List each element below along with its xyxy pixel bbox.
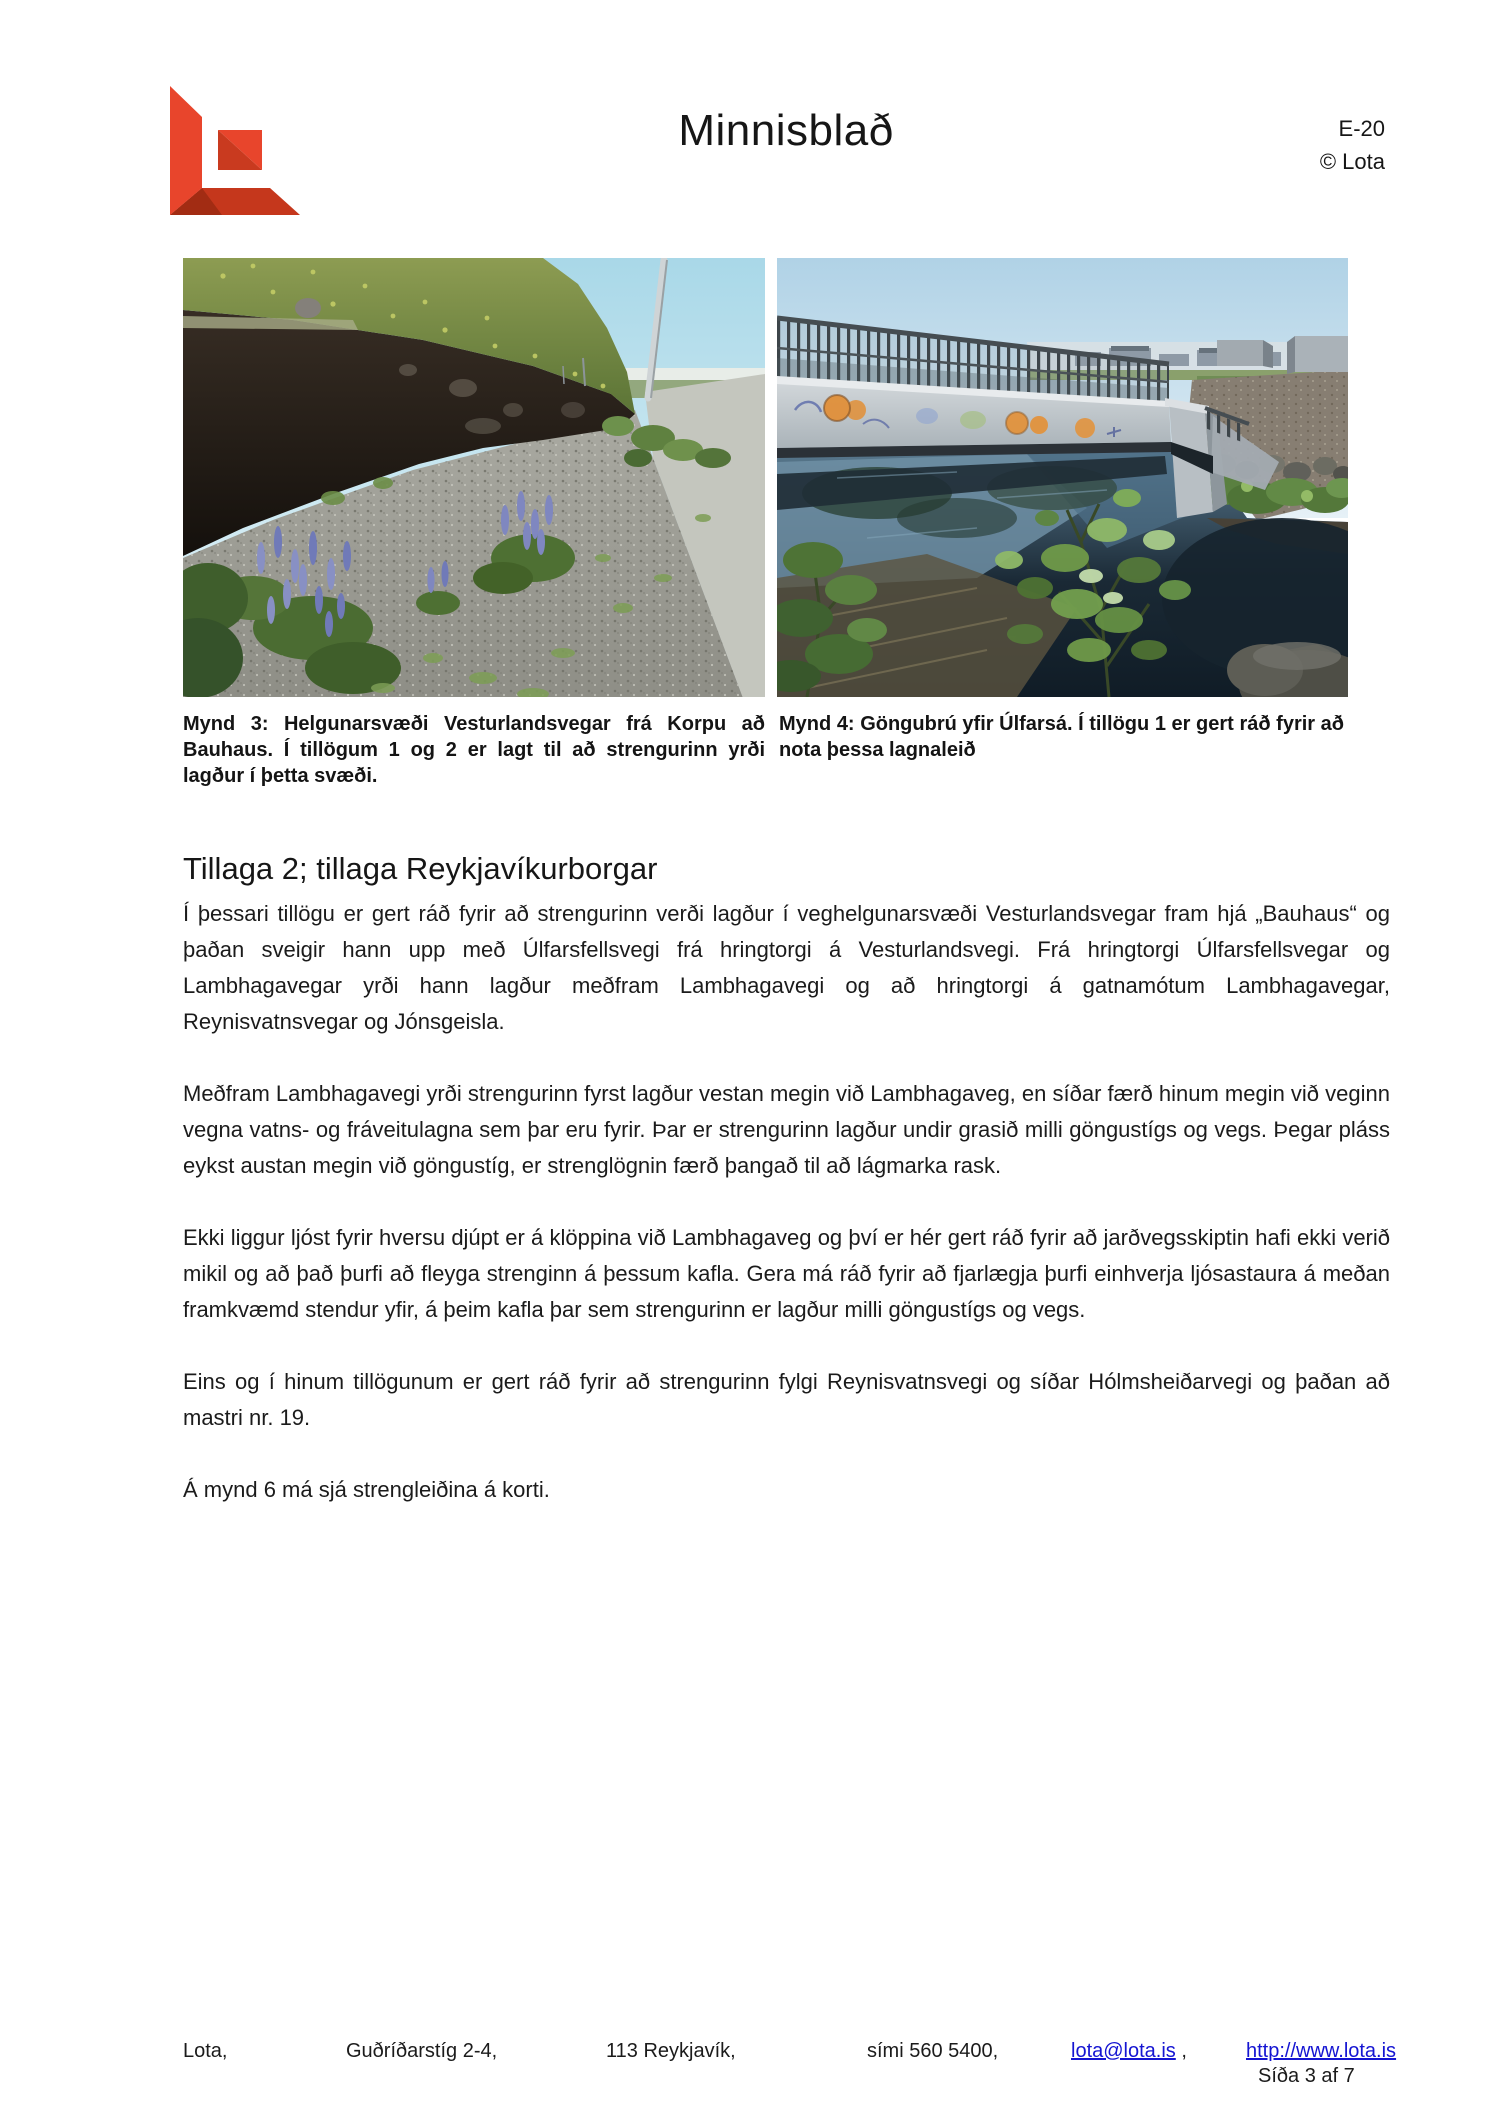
footer-city: 113 Reykjavík, (606, 2040, 736, 2062)
email-link[interactable]: lota@lota.is (1071, 2040, 1176, 2062)
copyright: © Lota (1319, 149, 1385, 174)
section-heading: Tillaga 2; tillaga Reykjavíkurborgar (183, 851, 658, 886)
footer-email-block (1071, 2040, 1187, 2063)
doc-ref-block (1320, 112, 1385, 178)
page-title: Minnisblað (678, 106, 894, 155)
body-paragraph: Á mynd 6 má sjá strengleiðina á korti. (183, 1477, 550, 1502)
body-paragraph: Eins og í hinum tillögunum er gert ráð fyrir að strengurinn fylgi Reynisvatnsvegi og síðar Hólmsheiðarvegi og þaðan að mastri nr. 19. (183, 1369, 1390, 1430)
footer-company: Lota, (183, 2040, 228, 2062)
body-column (183, 851, 1390, 1544)
footer-website-block (1246, 2040, 1396, 2063)
figure-photo-footbridge (777, 258, 1348, 697)
footer-address: Guðríðarstíg 2-4, (346, 2040, 498, 2062)
email-comma: , (1175, 2040, 1187, 2062)
footer-phone: sími 560 5400, (867, 2040, 999, 2062)
figure-photo-roadcut (183, 258, 765, 697)
website-link[interactable]: http://www.lota.is (1246, 2040, 1397, 2062)
page-number: Síða 3 af 7 (1258, 2065, 1355, 2087)
figure-caption-mynd4: Mynd 4: Göngubrú yfir Úlfarsá. Í tillögu 1 er gert ráð fyrir að nota þessa lagnaleið (779, 713, 1344, 761)
doc-ref: E-20 (1338, 116, 1385, 141)
body-paragraph: Ekki liggur ljóst fyrir hversu djúpt er á klöppina við Lambhagaveg og því er hér gert ráð fyrir að jarðvegsskiptin hafi ekki verið mikil og að það þurfi að fleyga strenginn á þessum kafla. Gera má ráð fyrir að fjarlægja þurfi einhverja ljósastaura á meðan framkvæmd stendur yfir, á þeim kafla þar sem strengurinn er lagður milli göngustígs og vegs. (183, 1225, 1390, 1322)
body-paragraph: Meðfram Lambhagavegi yrði strengurinn fyrst lagður vestan megin við Lambhagaveg, en síðar færð hinum megin við veginn vegna vatns- og fráveitulagna sem þar eru fyrir. Þar er strengurinn lagður undir grasið milli göngustígs og vegs. Þegar pláss eykst austan megin við göngustíg, er strenglögnin færð þangað til að lágmarka rask. (183, 1081, 1390, 1178)
body-paragraph: Í þessari tillögu er gert ráð fyrir að strengurinn verði lagður í veghelgunarsvæði Vesturlandsvegar fram hjá „Bauhaus“ og þaðan sveigir hann upp með Úlfarsfellsvegi frá hringtorgi á Vesturlandsvegi. Frá hringtorgi Úlfarsfellsvegar og Lambhagavegar yrði hann lagður meðfram Lambhagavegi og að hringtorgi á gatnamótum Lambhagavegar, Reynisvatnsvegar og Jónsgeisla. (183, 901, 1390, 1034)
figure-caption-mynd3: Mynd 3: Helgunarsvæði Vesturlandsvegar frá Korpu að Bauhaus. Í tillögum 1 og 2 er lagt til að strengurinn yrði lagður í þetta svæði. (183, 713, 765, 787)
